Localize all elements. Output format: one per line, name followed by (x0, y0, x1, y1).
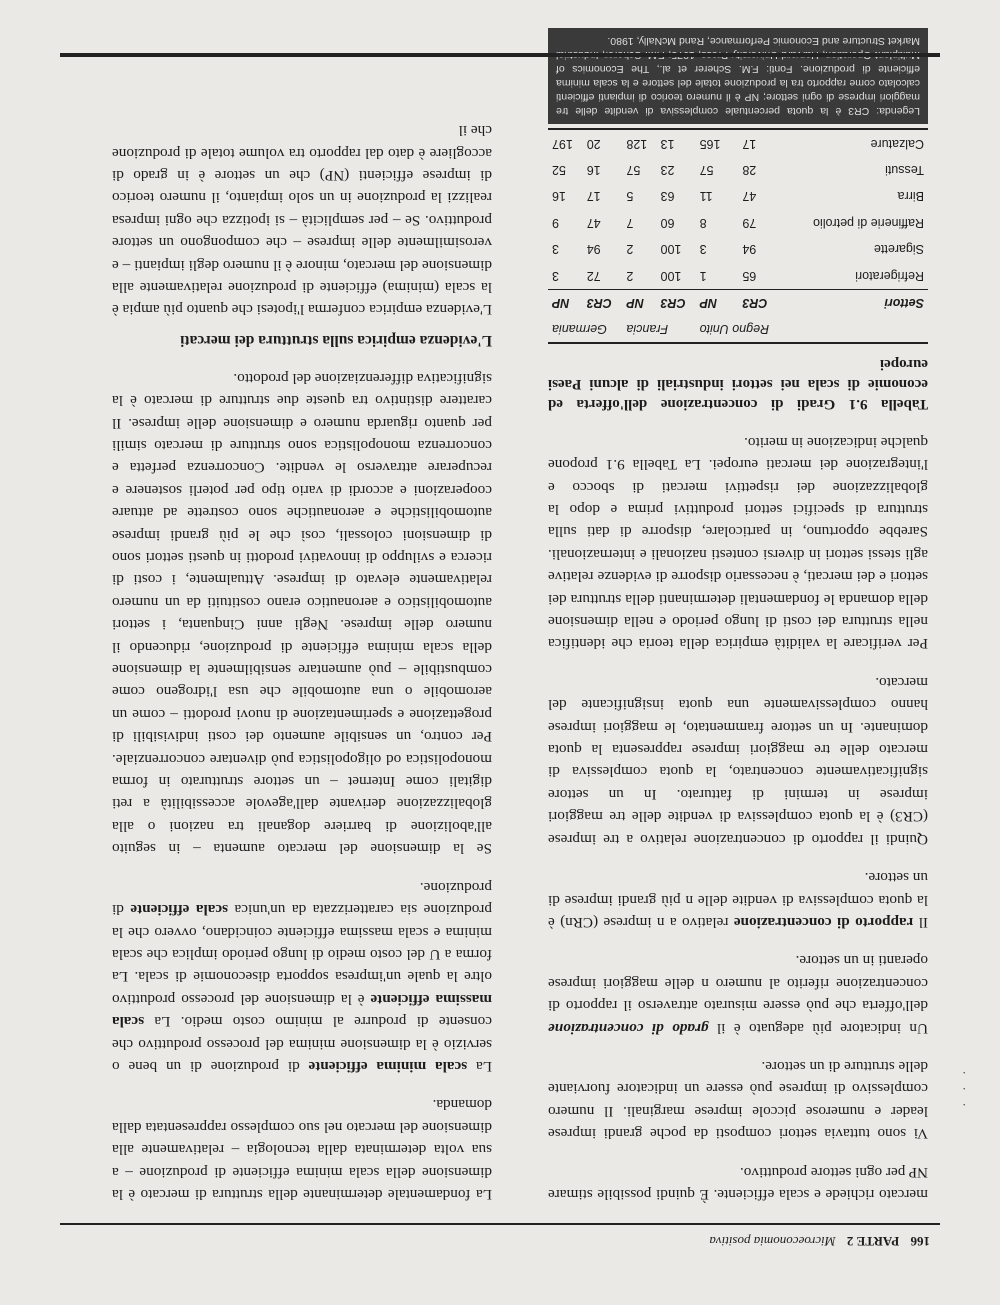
table-row (548, 262, 928, 289)
column-header: CR3 (583, 289, 623, 316)
table-cell: 57 (626, 162, 641, 177)
table-cell: 7 (626, 215, 634, 230)
paragraph: Quindi il rapporto di concentrazione relativo a tre imprese (CR3) è la quota complessiva di vendite delle tre maggiori imprese in termini di fatturato. In un settore significativamente concentrato, la quota complessiva di mercato delle tre maggiori imprese rappresenta la quota dominante. In un settore frammentato, le maggiori imprese hanno complessivamente una quota insignificante del mercato. (548, 673, 928, 848)
table-row (548, 236, 928, 262)
table-cell: 47 (742, 189, 757, 204)
running-title: Microeconomia positiva (709, 1234, 836, 1249)
table-cell: Sigarette (873, 242, 924, 257)
right-column (112, 103, 492, 1205)
table-cell: Birra (897, 189, 924, 204)
table-cell: 11 (699, 189, 713, 204)
table-cell: 52 (552, 162, 566, 177)
column-header: NP (622, 289, 656, 316)
paragraph: L'evidenza empirica conferma l'ipotesi che quanto più ampia è la scala (minima) efficiente di produzione relativamente alla dimensione del mercato, minore è il numero degli impianti – e verosimilmente delle imprese – che compongono un settore produttivo. Se – per semplicità – si ipotizza che ogni impresa realizzi la produzione in un solo impianto, il numero teorico di imprese efficienti (NP) che un settore è in grado di accogliere è dato dal rapporto tra volume totale di produzione che il (112, 122, 492, 319)
paragraph: La fondamentale determinante della struttura di mercato è la dimensione della scala minima efficiente di produzione – a sua volta determinata dalla tecnologia – relativamente alla dimensione del mercato nel suo complesso rappresentata dalla domanda. (112, 1096, 492, 1203)
left-column (548, 28, 928, 1205)
header-rule (60, 1223, 940, 1225)
key-term: grado di concentrazione (547, 1019, 709, 1037)
table-cell: 20 (583, 129, 623, 156)
column-header: NP (548, 289, 583, 316)
table-cell: 60 (660, 215, 675, 230)
footer-rule (60, 53, 940, 57)
country-header: Francia (622, 316, 695, 343)
section-heading: L'evidenza empirica sulla struttura dei mercati (180, 332, 492, 350)
table-cell: 63 (660, 189, 675, 204)
column-header: NP (696, 289, 739, 316)
table-cell: 197 (548, 129, 583, 156)
table-cell: 2 (626, 268, 634, 283)
table-cell: 9 (552, 215, 559, 230)
table-cell: 2 (626, 242, 634, 257)
table-cell: 17 (738, 129, 787, 156)
table-cell: Refrigeratori (855, 268, 924, 283)
page-number: 166 (910, 1234, 930, 1249)
column-header: CR3 (738, 289, 787, 316)
column-header: CR3 (657, 289, 696, 316)
key-term: scala minima efficiente (308, 1057, 468, 1075)
table-cell: 47 (586, 215, 601, 230)
table-row (548, 183, 928, 209)
table-cell: Raffinerie di petrolio (813, 215, 924, 230)
paragraph: Vi sono tuttavia settori composti da poche grandi imprese leader e numerose piccole imprese marginali. Il numero complessivo di imprese può essere un indicatore fuorviante delle strutture di un settore. (548, 1057, 928, 1143)
concentration-table (548, 128, 928, 344)
table-cell: 72 (586, 268, 601, 283)
table-cell: 13 (657, 129, 696, 156)
column-header: Settori (787, 289, 928, 316)
table-cell: 94 (742, 242, 757, 257)
country-header: Regno Unito (696, 316, 788, 343)
paragraph: Se la dimensione del mercato aumenta – in seguito all'abolizione di barriere doganali tra nazioni o alla globalizzazione derivante dall'agevole accessibilità a reti digitali come Internet – un settore strutturato in forma monopolistica od oligopolistica può diventare concorrenziale. Per contro, un sensibile aumento dei costi indivisibili di progettazione e sperimentazione di nuovi prodotti – come un aeromobile o una automobile che usa l'idrogeno come combustibile – può aumentare sensibilmente la dimensione della scala minima efficiente di produzione, riducendo il numero delle imprese. Negli anni Cinquanta, i settori automobilistico e aeronautico erano costituiti da un numero relativamente elevato di imprese. Attualmente, i costi di ricerca e sviluppo di innovativi prodotti in questi settori sono di dimensioni colossali, così che le più grandi imprese automobilistiche e aeronautiche sono costrette ad attuare cooperazioni e accordi di vario tipo per poterli sostenere e recuperare attraverso le vendite. Concorrenza perfetta e concorrenza monopolistica sono strutture di mercato simili per quanto riguarda numero e dimensione delle imprese. Il carattere distintivo tra queste due strutture di mercato è la significativa differenziazione del prodotto. (112, 369, 492, 858)
table-cell: 5 (626, 189, 634, 204)
table-cell: 57 (699, 162, 714, 177)
scan-marks: · · · (962, 1065, 967, 1112)
table-legend: Legenda: CR3 è la quota percentuale complessiva di vendite delle tre maggiori imprese di ogni settore; NP è il numero teorico di impianti efficienti calcolato come rapporto tra la produzione totale del settore e la scala minima efficiente di produzione. Fonti: F.M. Scherer et al., The Economics of Market Structure and Economic Performance, Rand McNally, 1980. (548, 28, 928, 124)
part-label: PARTE 2 (846, 1234, 900, 1249)
table-cell: Tessuti (885, 162, 924, 177)
key-term: scala efficiente (130, 901, 229, 919)
key-term: scala massima efficiente (112, 990, 492, 1031)
country-header: Germania (548, 316, 622, 343)
table-cell: 28 (742, 162, 757, 177)
table-cell: 16 (552, 189, 566, 204)
table-row (548, 157, 928, 183)
table-cell: 94 (586, 242, 601, 257)
table-row (548, 129, 928, 156)
table-cell: 8 (699, 215, 707, 230)
table-title: Tabella 9.1 Gradi di concentrazione dell'offerta ed economie di scala nei settori industriali di alcuni Paesi europei (548, 356, 928, 413)
table-cell: 3 (552, 268, 559, 283)
table-cell: 100 (660, 268, 682, 283)
paragraph: Un indicatore più adeguato è il grado di concentrazione dell'offerta che può essere misurato attraverso il rapporto di concentrazione riferito al numero n delle maggiori imprese operanti in un settore. (547, 952, 928, 1037)
table-cell: 16 (586, 162, 601, 177)
table-cell: 23 (660, 162, 675, 177)
definition-box: Il rapporto di concentrazione relativo a n imprese (CRn) è la quota complessiva di vendite delle n più grandi imprese di un settore. (548, 869, 928, 931)
running-header (70, 1233, 930, 1249)
table-cell: 1 (699, 268, 707, 283)
table-cell: 100 (660, 242, 682, 257)
table-cell: 79 (742, 215, 757, 230)
table-cell: 128 (622, 129, 656, 156)
table-cell: 3 (552, 242, 559, 257)
definition-box: La scala minima efficiente di produzione di un bene o servizio è la dimensione minima del processo produttivo che consente di produrre al minimo costo medio. La scala massima efficiente è la dimensione del processo produttivo oltre la quale un'impresa sopporta diseconomie di scala. La forma a U del costo medio di lungo periodo implica che scala minima e scala massima efficiente coincidano, ovvero che la produzione sia caratterizzata da un'unica scala efficiente di produzione. (112, 878, 492, 1075)
table-cell: Calzature (787, 129, 928, 156)
table-cell: 3 (699, 242, 707, 257)
paragraph: Per verificare la validità empirica della teoria che identifica nella struttura dei costi di lungo periodo e nella dimensione della domanda le fondamentali determinanti della struttura dei settori e dei mercati, è necessario disporre di evidenze relative agli stessi settori in diversi contesti nazionali e internazionali. Sarebbe opportuno, in particolare, disporre di dati sulla struttura di specifici settori produttivi prima e dopo la globalizzazione dei rispettivi mercati di sbocco e l'integrazione dei mercati europei. La Tabella 9.1 propone qualche indicazione in merito. (548, 433, 928, 653)
table-cell: 17 (586, 189, 601, 204)
paragraph: mercato richiede e scala efficiente. È quindi possibile stimare NP per ogni settore produttivo. (548, 1163, 928, 1203)
table-cell: 165 (696, 129, 739, 156)
table-cell: 65 (742, 268, 757, 283)
key-term: rapporto di concentrazione (733, 913, 914, 931)
table-row (548, 209, 928, 235)
